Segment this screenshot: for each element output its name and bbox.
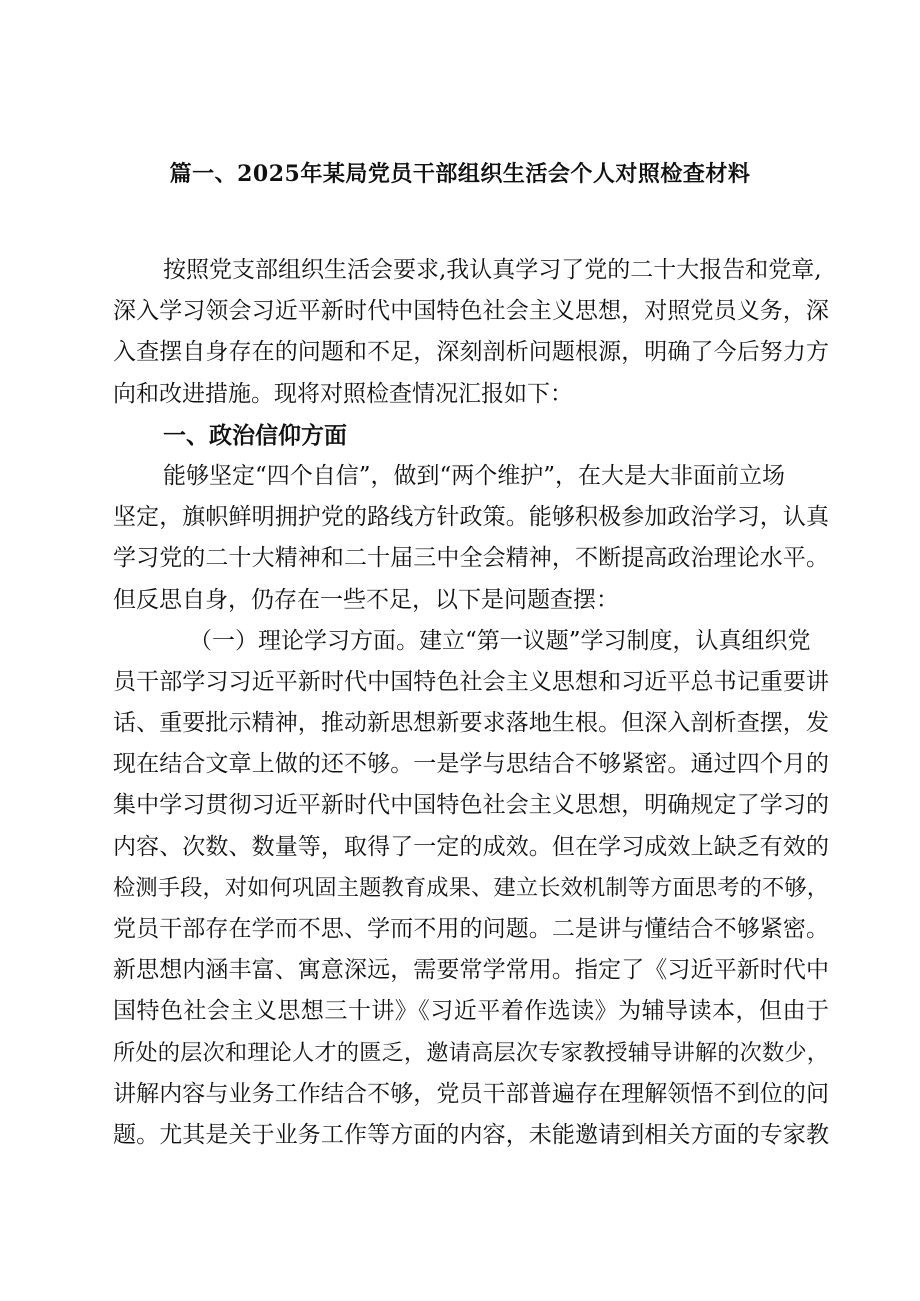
document-body — [113, 250, 829, 1156]
paragraph-line: 集中学习贯彻习近平新时代中国特色社会主义思想，明确规定了学习的 — [113, 792, 829, 819]
paragraph-line: 内容、次数、数量等，取得了一定的成效。但在学习成效上缺乏有效的 — [113, 833, 829, 860]
paragraph-line: 入查摆自身存在的问题和不足，深刻剖析问题根源，明确了今后努力方 — [113, 339, 829, 366]
paragraph-line: 讲解内容与业务工作结合不够，党员干部普遍存在理解领悟不到位的问 — [113, 1080, 829, 1107]
paragraph-line: 坚定，旗帜鲜明拥护党的路线方针政策。能够积极参加政治学习，认真 — [113, 504, 829, 531]
paragraph-line: 检测手段，对如何巩固主题教育成果、建立长效机制等方面思考的不够， — [113, 874, 829, 901]
paragraph-line: 能够坚定“四个自信”，做到“两个维护”，在大是大非面前立场 — [163, 462, 786, 489]
document-title: 篇一、2025年某局党员干部组织生活会个人对照检查材料 — [169, 161, 751, 187]
paragraph-line: 向和改进措施。现将对照检查情况汇报如下： — [113, 380, 573, 407]
paragraph-line: 按照党支部组织生活会要求,我认真学习了党的二十大报告和党章, — [163, 257, 822, 283]
paragraph-line: 话、重要批示精神，推动新思想新要求落地生根。但深入剖析查摆，发 — [113, 710, 829, 737]
paragraph-line: （一）理论学习方面。建立“第一议题”学习制度，认真组织党 — [189, 627, 811, 654]
paragraph-line: 党员干部存在学而不思、学而不用的问题。二是讲与懂结合不够紧密。 — [113, 916, 829, 942]
paragraph-line: 员干部学习习近平新时代中国特色社会主义思想和习近平总书记重要讲 — [113, 668, 829, 695]
paragraph-line: 深入学习领会习近平新时代中国特色社会主义思想，对照党员义务，深 — [113, 298, 829, 325]
paragraph-line: 现在结合文章上做的还不够。一是学与思结合不够紧密。通过四个月的 — [113, 751, 829, 778]
paragraph-line: 学习党的二十大精神和二十届三中全会精神，不断提高政治理论水平。 — [113, 545, 829, 572]
paragraph-line: 新思想内涵丰富、寓意深远，需要常学常用。指定了《习近平新时代中 — [113, 957, 829, 984]
paragraph-line: 所处的层次和理论人才的匮乏，邀请高层次专家教授辅导讲解的次数少， — [113, 1039, 829, 1066]
section-heading: 一、政治信仰方面 — [163, 421, 347, 449]
paragraph-line: 但反思自身，仍存在一些不足，以下是问题查摆： — [113, 586, 619, 613]
paragraph-line: 题。尤其是关于业务工作等方面的内容，未能邀请到相关方面的专家教 — [113, 1121, 829, 1148]
paragraph-line: 国特色社会主义思想三十讲》《习近平着作选读》为辅导读本，但由于 — [113, 998, 829, 1025]
